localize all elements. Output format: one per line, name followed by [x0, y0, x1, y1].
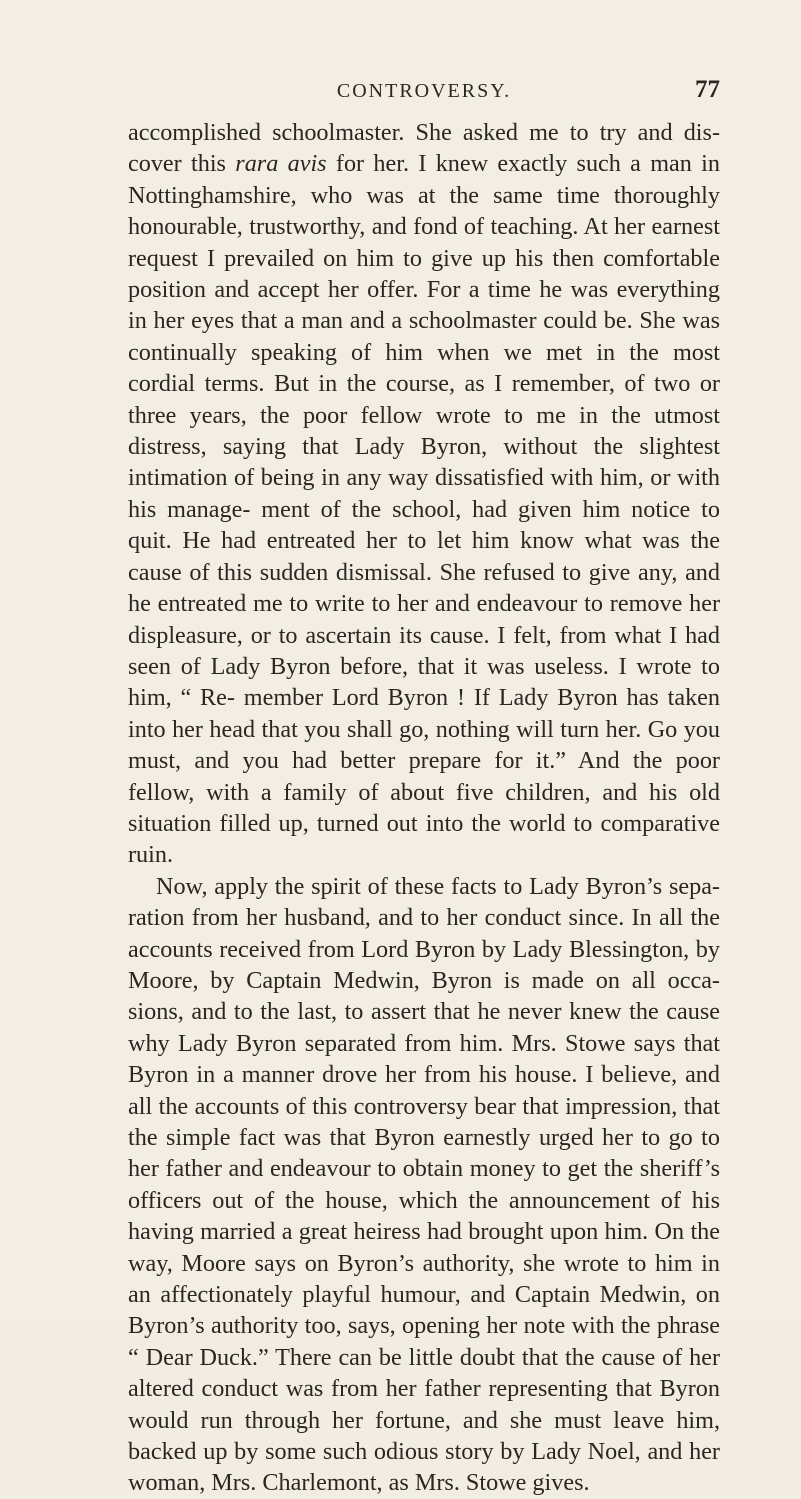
running-head: CONTROVERSY. [336, 80, 512, 102]
paragraph-text: accomplished schoolmaster. She asked me to try and dis- cover this [128, 119, 720, 178]
body-text [128, 117, 720, 1499]
page-number: 77 [695, 76, 720, 103]
paragraph: Now, apply the spirit of these facts to Lady Byron’s sepa- ration from her husband, and to her conduct since. In all the accounts received from Lord Byron by Lady Blessington, by Moore, by Captain Medwin, Byron is made on all occa- sions, and to the last, to assert that he never knew the cause why Lady Byron separated from him. Mrs. Stowe says that Byron in a manner drove her from his house. I believe, and all the accounts of this controversy bear that impression, that the simple fact was that Byron earnestly urged her to go to her father and endeavour to obtain money to get the sheriff’s officers out of the house, which the announcement of his having married a great heiress had brought upon him. On the way, Moore says on Byron’s authority, she wrote to him in an affectionately playful humour, and Captain Medwin, on Byron’s authority too, says, opening her note with the phrase “ Dear Duck.” There can be little doubt that the cause of her altered conduct was from her father representing that Byron would run through her fortune, and she must leave him, backed up by some such odious story by Lady Noel, and her woman, Mrs. Charlemont, as Mrs. Stowe gives. [128, 872, 720, 1497]
page-header [128, 76, 720, 110]
paragraph-text: for her. I knew exactly such a man in Nottinghamshire, who was at the same time thoroughly honourable, trustworthy, and fond of teaching. At her earnest request I prevailed on him to give up his then comfortable position and accept her offer. For a time he was everything in her eyes that a man and a schoolmaster could be. She was continually speaking of him when we met in the most cordial terms. But in the course, as I remember, of two or three years, the poor fellow wrote to me in the utmost distress, saying that Lady Byron, without the slightest intimation of being in any way dissatisfied with him, or with his manage- ment of the school, had given him notice to quit. He had entreated her to let him know what was the cause of this sudden dismissal. She refused to give any, and he entreated me to write to her and endeavour to remove her displeasure, or to ascertain its cause. I felt, from what I had seen of Lady Byron before, that it was useless. I wrote to him, “ Re- member Lord Byron ! If Lady Byron has taken into her head that you shall go, nothing will turn her. Go you must, and you had better prepare for it.” And the poor fellow, with a family of about five children, and his old situation filled up, turned out into the world to comparative ruin. [128, 150, 721, 869]
italic-phrase: rara avis [235, 150, 327, 178]
paragraph [128, 117, 720, 871]
